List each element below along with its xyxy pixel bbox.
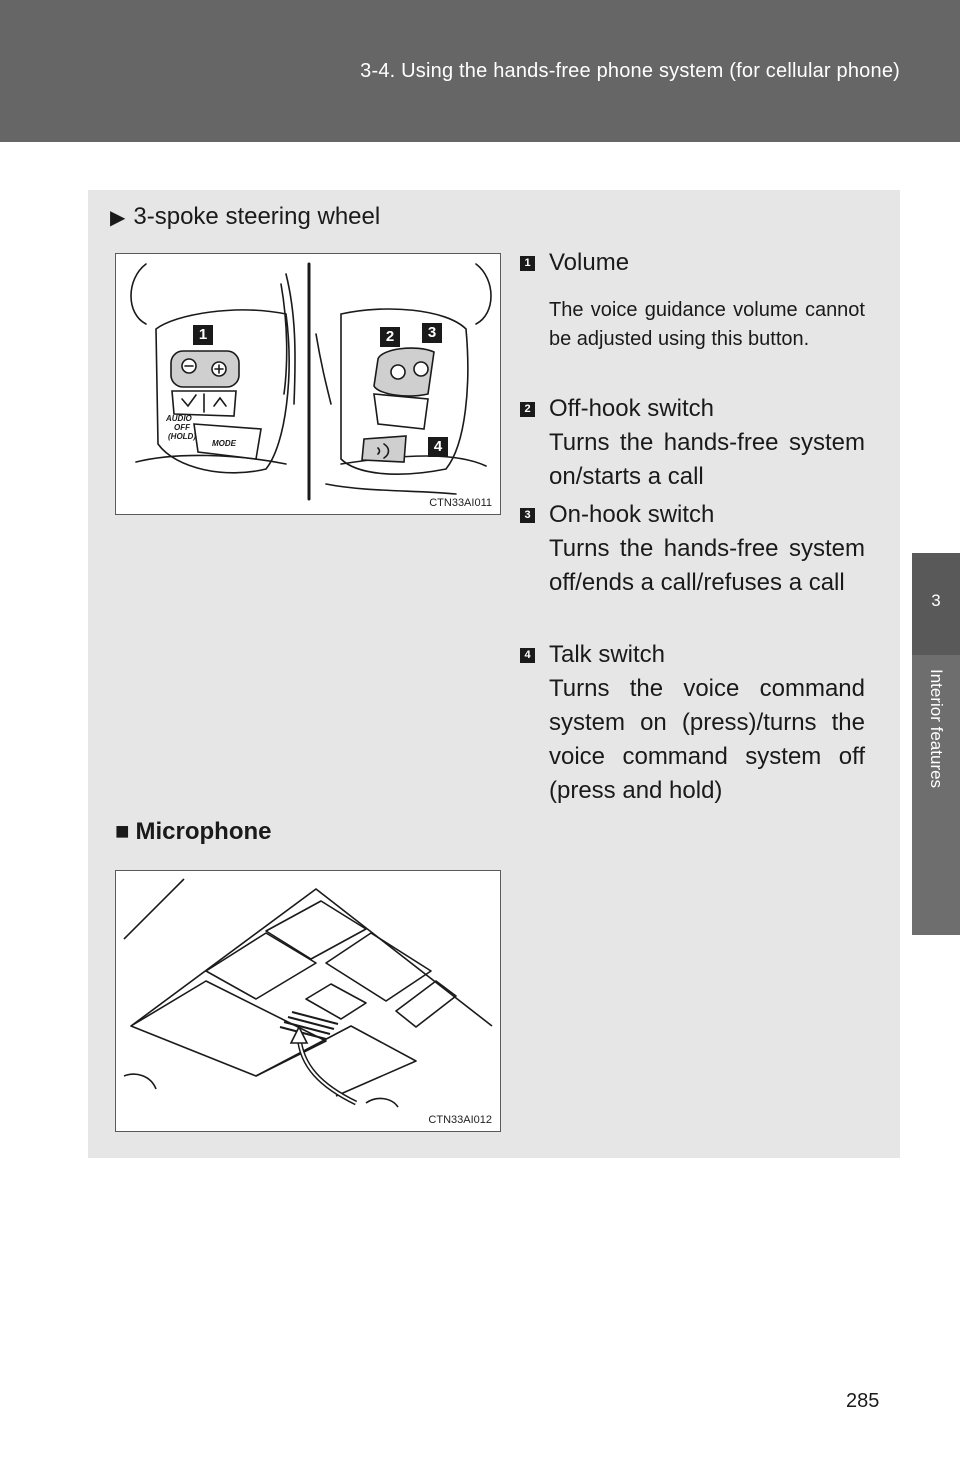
figure-badge-1: 1	[193, 325, 213, 345]
figure-code: CTN33AI011	[429, 497, 492, 509]
page-number: 285	[846, 1390, 880, 1412]
steering-wheel-figure	[115, 253, 501, 515]
figure-badge-4: 4	[428, 437, 448, 457]
item-description: Turns the voice command system on (press)/turns the voice command system off (press and hold)	[549, 675, 865, 804]
item-number-badge: 3	[520, 508, 535, 523]
figure-badge-3: 3	[422, 323, 442, 343]
mode-label: MODE	[212, 439, 236, 448]
microphone-figure	[115, 870, 501, 1132]
item-number-badge: 4	[520, 648, 535, 663]
item-title: Off-hook switch	[549, 395, 714, 422]
square-marker-icon: ■	[115, 818, 130, 845]
item-title: Volume	[549, 249, 630, 276]
microphone-heading	[115, 818, 272, 846]
item-number-badge: 1	[520, 256, 535, 271]
item-description: Turns the hands-free system off/ends a call/refuses a call	[549, 535, 865, 596]
audio-label: AUDIO	[166, 414, 192, 423]
chapter-number-tab: 3	[912, 553, 960, 655]
item-description: The voice guidance volume cannot be adjusted using this button.	[549, 299, 865, 350]
item-description: Turns the hands-free system on/starts a call	[549, 429, 865, 490]
item-title: On-hook switch	[549, 501, 715, 528]
chapter-side-label-text: Interior features	[927, 669, 946, 789]
item-talk-switch	[520, 638, 865, 808]
microphone-heading-text: Microphone	[135, 818, 272, 845]
triangle-marker-icon: ▶	[110, 207, 126, 229]
item-off-hook-switch	[520, 392, 865, 494]
item-volume	[520, 246, 865, 354]
figure-badge-2: 2	[380, 327, 400, 347]
figure-code: CTN33AI012	[428, 1114, 492, 1126]
section-heading-text: 3-spoke steering wheel	[133, 203, 381, 230]
chapter-title: 3-4. Using the hands-free phone system (for cellular phone)	[360, 60, 900, 82]
page-header	[0, 0, 960, 142]
microphone-illustration	[116, 871, 500, 1131]
item-number-badge: 2	[520, 402, 535, 417]
section-heading	[110, 203, 380, 231]
off-label: OFF	[174, 423, 190, 432]
item-title: Talk switch	[549, 641, 666, 668]
chapter-side-label	[912, 655, 960, 935]
steering-wheel-illustration	[116, 254, 500, 514]
hold-label: (HOLD)	[168, 432, 196, 441]
item-on-hook-switch	[520, 498, 865, 600]
